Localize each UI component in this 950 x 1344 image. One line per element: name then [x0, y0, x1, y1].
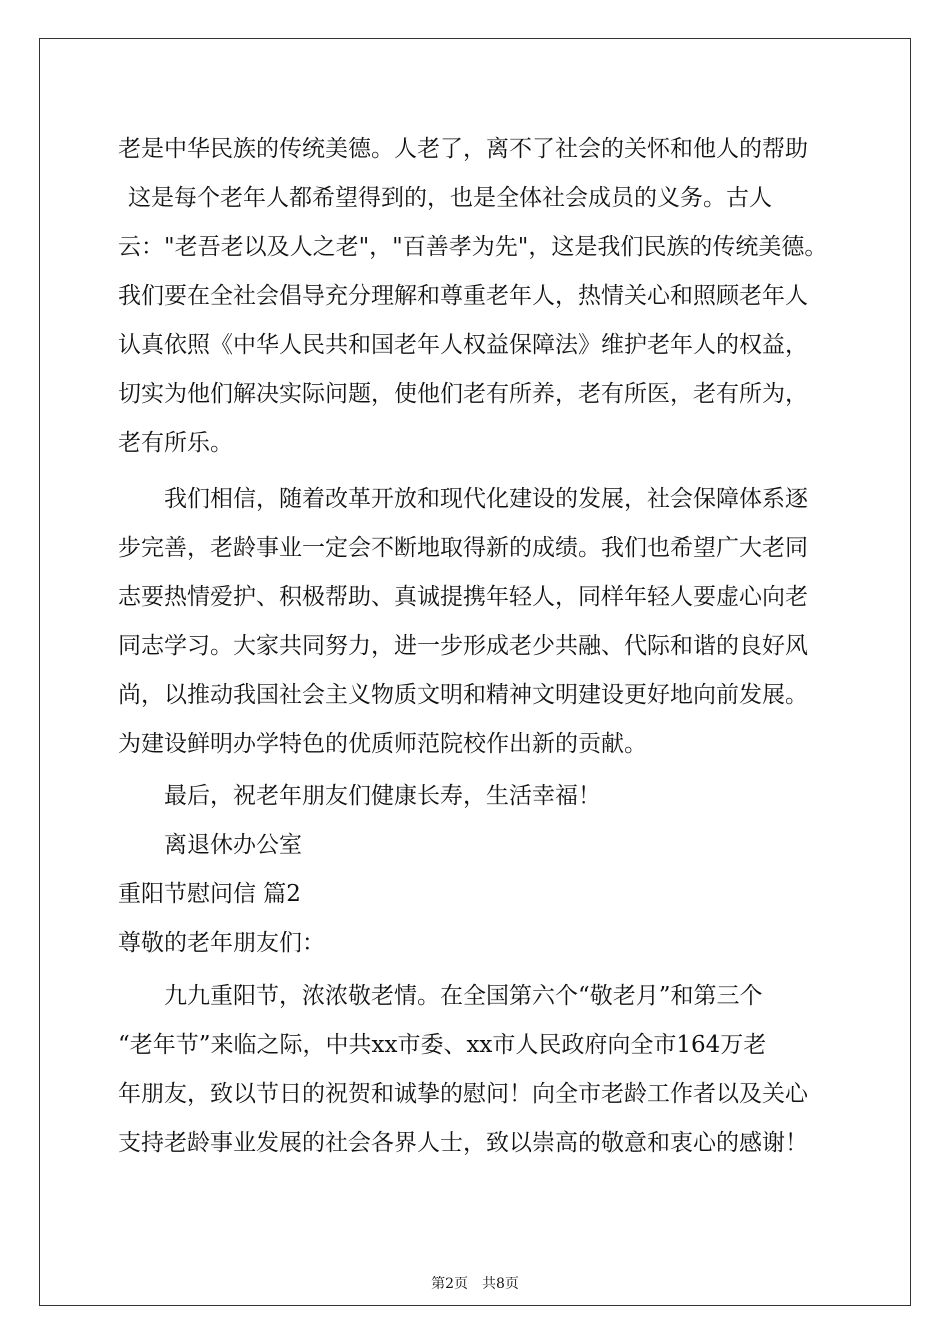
text-line: 同志学习。大家共同努力，进一步形成老少共融、代际和谐的良好风: [118, 633, 808, 659]
text-line: 九九重阳节，浓浓敬老情。在全国第六个“敬老月”和第三个: [164, 983, 763, 1009]
text-line: 老有所乐。: [118, 430, 233, 456]
page-footer: [0, 1273, 950, 1293]
text-line: 志要热情爱护、积极帮助、真诚提携年轻人，同样年轻人要虚心向老: [118, 584, 808, 610]
text-line: 尚，以推动我国社会主义物质文明和精神文明建设更好地向前发展。: [118, 682, 808, 708]
text-line: 支持老龄事业发展的社会各界人士，致以崇高的敬意和衷心的感谢！: [118, 1130, 808, 1156]
text-line: 云："老吾老以及人之老"，"百善孝为先"，这是我们民族的传统美德。: [118, 234, 828, 260]
text-line: 认真依照《中华人民共和国老年人权益保障法》维护老年人的权益，: [118, 332, 808, 358]
text-line: “老年节”来临之际，中共xx市委、xx市人民政府向全市164万老: [118, 1032, 767, 1058]
page-number: 第2页: [431, 1276, 468, 1292]
section-heading: 重阳节慰问信 篇2: [118, 881, 301, 907]
signature-office: 离退休办公室: [164, 832, 302, 858]
text-line: 这是每个老年人都希望得到的，也是全体社会成员的义务。古人: [128, 185, 772, 211]
text-line: 为建设鲜明办学特色的优质师范院校作出新的贡献。: [118, 731, 647, 757]
salutation: 尊敬的老年朋友们：: [118, 930, 325, 956]
text-line: 老是中华民族的传统美德。人老了，离不了社会的关怀和他人的帮助: [118, 136, 808, 162]
page-total: 共8页: [482, 1276, 519, 1292]
text-line: 切实为他们解决实际问题，使他们老有所养，老有所医，老有所为，: [118, 381, 808, 407]
text-line: 我们相信，随着改革开放和现代化建设的发展，社会保障体系逐: [164, 486, 808, 512]
text-line: 最后，祝老年朋友们健康长寿，生活幸福！: [164, 783, 601, 809]
text-line: 年朋友，致以节日的祝贺和诚挚的慰问！向全市老龄工作者以及关心: [118, 1081, 808, 1107]
text-line: 我们要在全社会倡导充分理解和尊重老年人，热情关心和照顾老年人: [118, 283, 808, 309]
text-line: 步完善，老龄事业一定会不断地取得新的成绩。我们也希望广大老同: [118, 535, 808, 561]
